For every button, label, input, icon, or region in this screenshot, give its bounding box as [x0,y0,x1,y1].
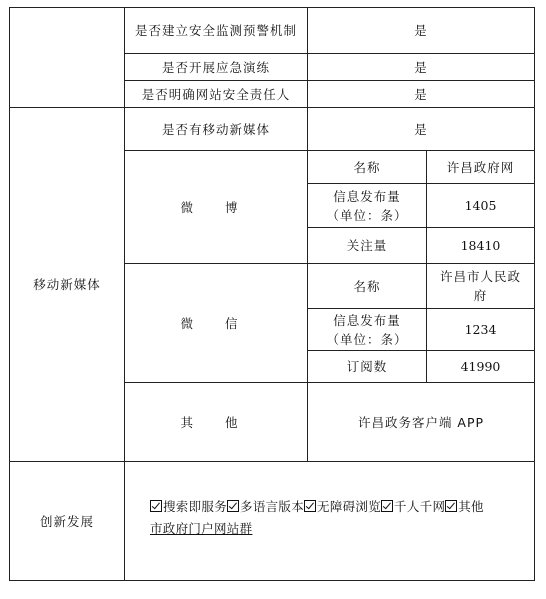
wechat-subs-value: 41990 [460,359,501,374]
option-other[interactable]: 其他 [445,499,484,514]
monitor-answer: 是 [414,23,428,38]
innovation-label: 创新发展 [39,513,94,529]
other-media-value: 许昌政务客户端 APP [357,414,485,430]
mobile-media-label: 移动新媒体 [33,277,101,292]
option-accessibility[interactable]: 无障碍浏览 [304,499,381,514]
weibo-follow-label: 关注量 [346,238,388,253]
table-border-bottom [9,580,535,581]
wechat-name-value: 许昌市人民政府 [439,269,521,303]
weibo-name-value: 许昌政府网 [446,159,515,175]
checkbox-checked-icon [445,500,457,512]
wechat-name-label: 名称 [353,278,381,294]
responsible-answer: 是 [414,86,428,102]
checkbox-checked-icon [304,500,316,512]
option-search-service[interactable]: 搜索即服务 [150,499,227,514]
weibo-follow-value: 18410 [460,238,501,253]
wechat-posts-label: 信息发布量（单位：条） [326,312,408,347]
has-media-question: 是否有移动新媒体 [161,121,270,137]
other-media-label: 其 他 [180,414,252,430]
weibo-posts-value: 1405 [464,198,497,213]
drill-question: 是否开展应急演练 [161,59,270,75]
option-personalized[interactable]: 千人千网 [381,499,445,514]
weibo-name-label: 名称 [353,159,381,175]
innovation-options [150,496,530,540]
monitor-question: 是否建立安全监测预警机制 [135,23,298,38]
checkbox-checked-icon [381,500,393,512]
wechat-posts-value: 1234 [464,322,497,337]
weibo-posts-label: 信息发布量（单位：条） [326,188,408,223]
responsible-question: 是否明确网站安全责任人 [141,86,291,102]
has-media-answer: 是 [414,121,428,137]
other-detail-text: 市政府门户网站群 [150,521,253,536]
weibo-label: 微 博 [180,199,252,215]
table-border-right [534,7,535,581]
option-multilingual[interactable]: 多语言版本 [227,499,304,514]
wechat-subs-label: 订阅数 [346,359,388,374]
checkbox-checked-icon [227,500,239,512]
drill-answer: 是 [414,59,428,75]
checkbox-checked-icon [150,500,162,512]
wechat-label: 微 信 [180,315,252,331]
